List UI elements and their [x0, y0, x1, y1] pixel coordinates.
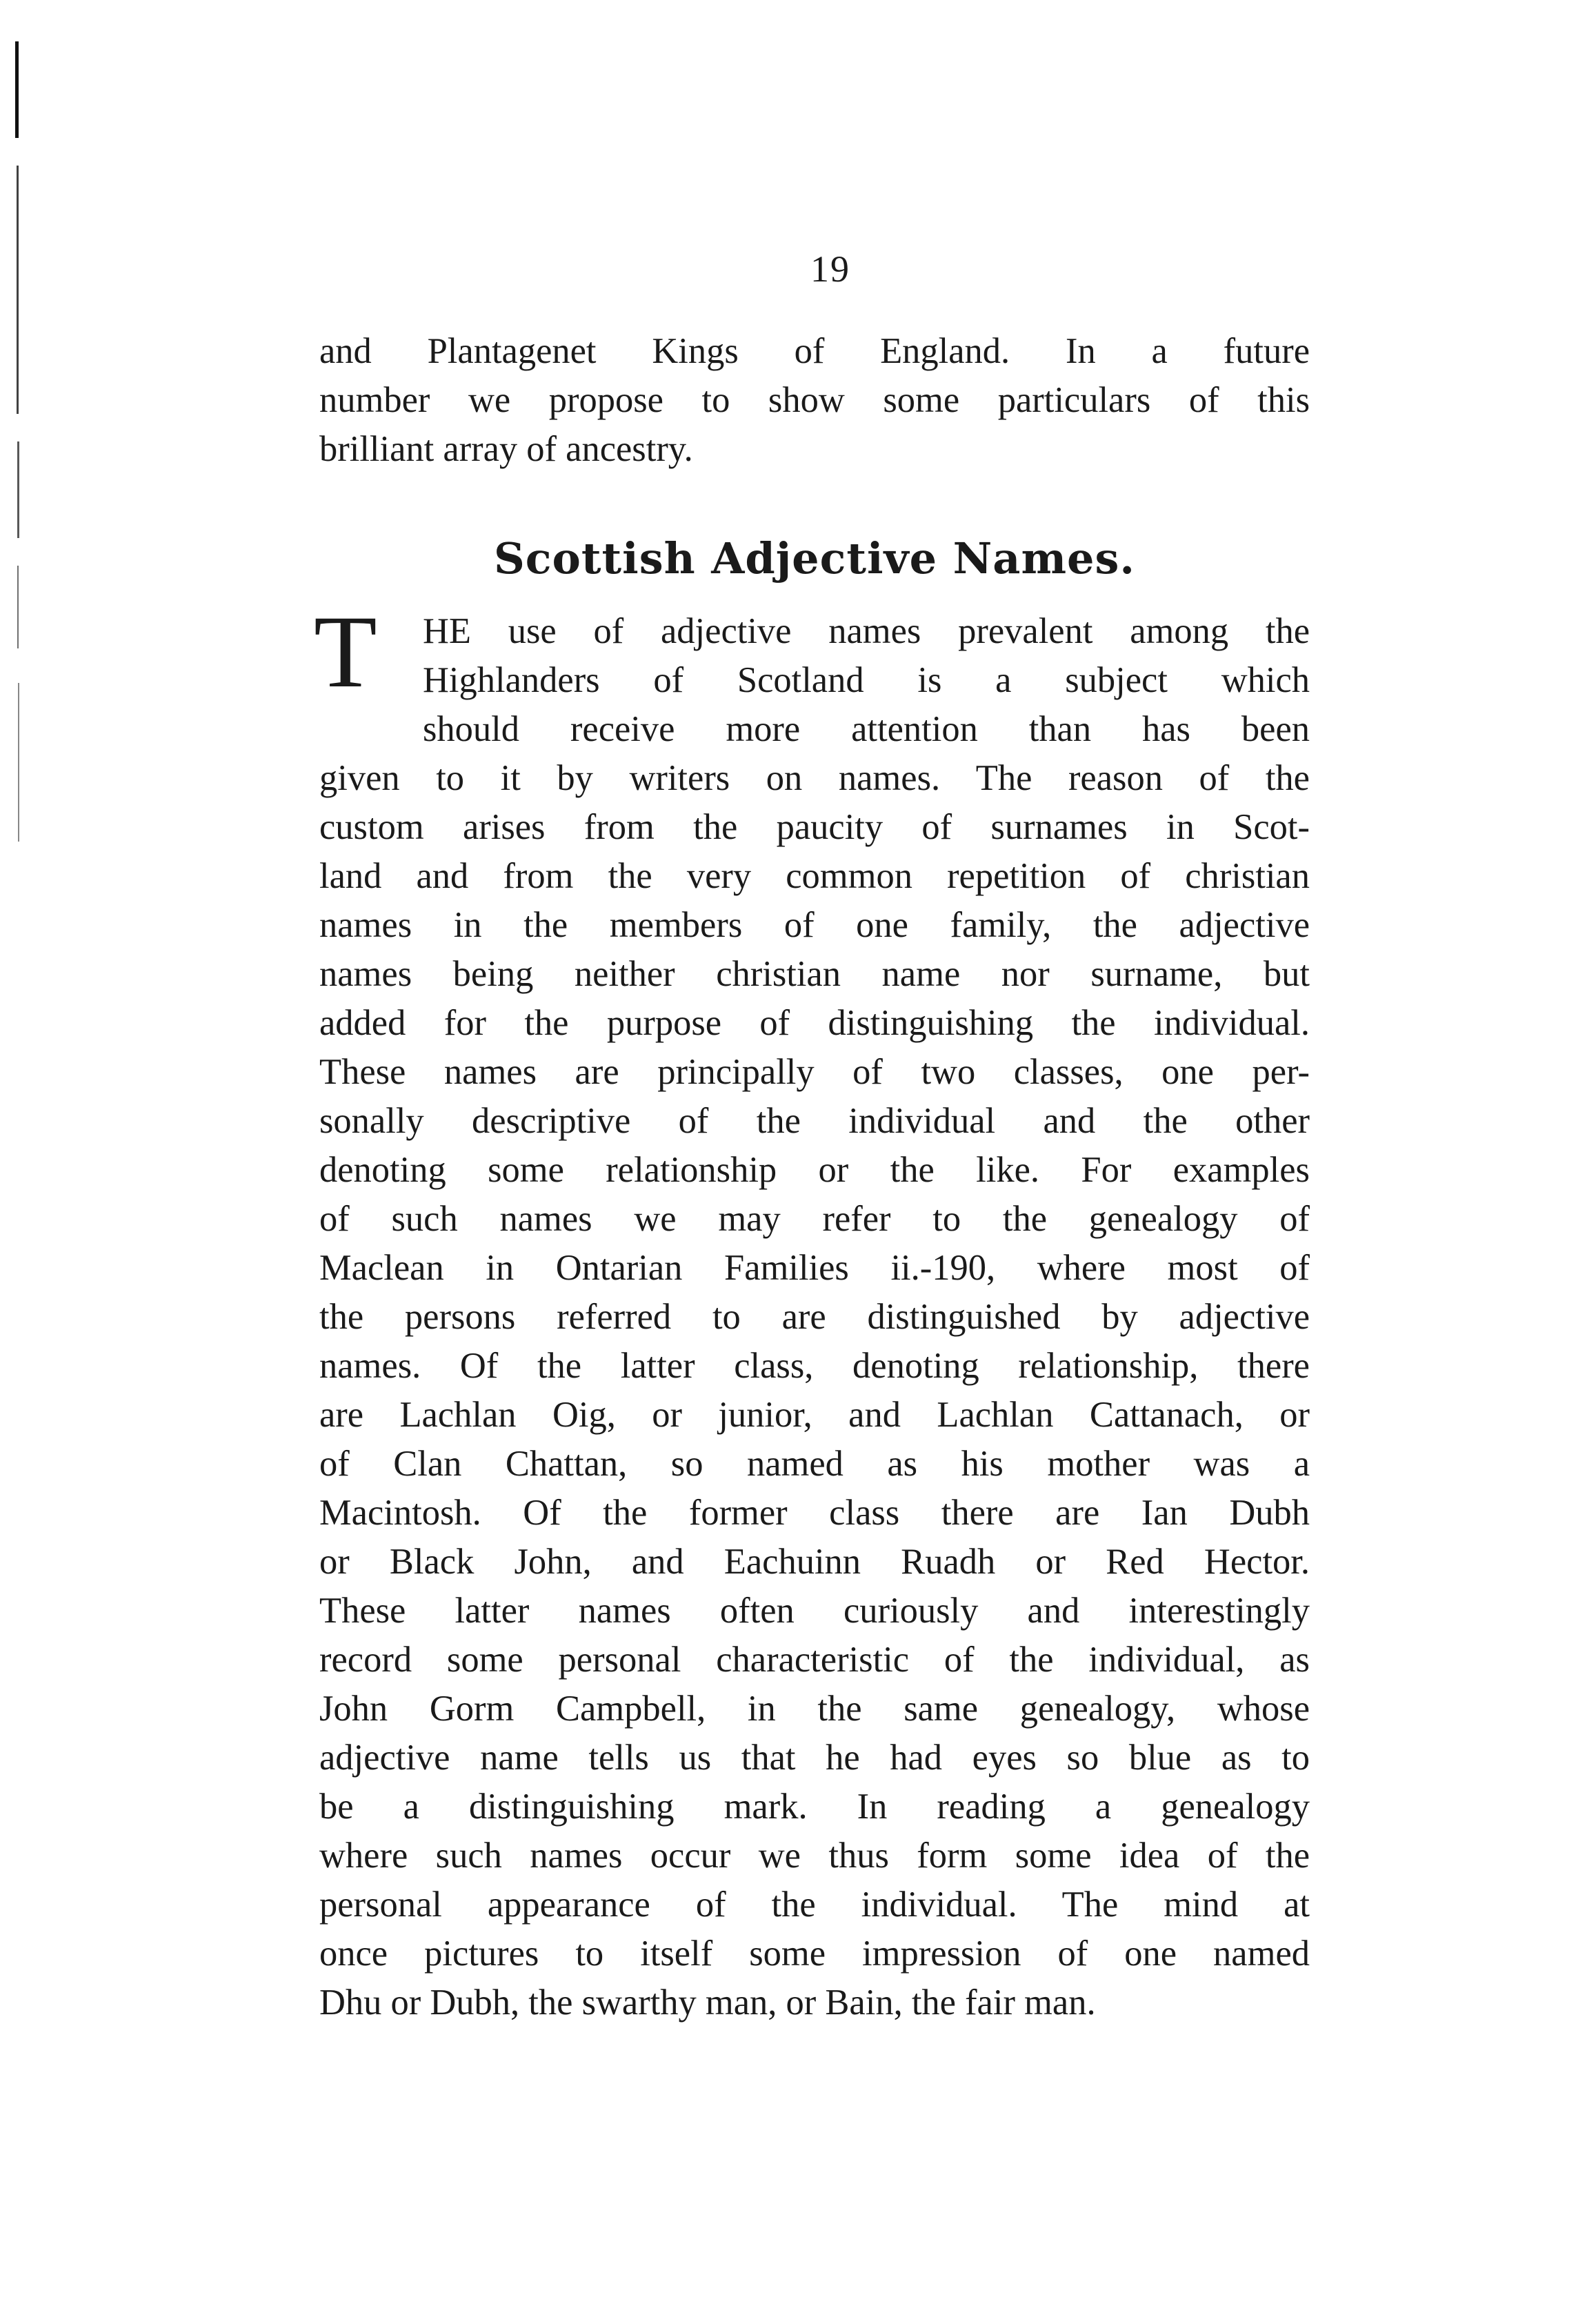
- text-line: of Clan Chattan, so named as his mother was a: [319, 1444, 1310, 1484]
- text-line: brilliant array of ancestry.: [319, 429, 693, 469]
- text-line: once pictures to itself some impression of one named: [319, 1934, 1310, 1974]
- top-paragraph: [319, 327, 1310, 474]
- text-line: given to it by writers on names. The reason of the: [319, 758, 1310, 798]
- text-line: sonally descriptive of the individual and the other: [319, 1101, 1310, 1141]
- drop-cap: T: [314, 595, 377, 709]
- text-line: personal appearance of the individual. The mind at: [319, 1885, 1310, 1925]
- text-line: Maclean in Ontarian Families ii.-190, where most of: [319, 1248, 1310, 1288]
- text-line: denoting some relationship or the like. For examples: [319, 1150, 1310, 1190]
- scan-edge-mark: [17, 441, 19, 538]
- text-line: HE use of adjective names prevalent among the: [423, 611, 1310, 651]
- text-line: land and from the very common repetition of christian: [319, 856, 1310, 896]
- text-line: number we propose to show some particulars of this: [319, 380, 1310, 420]
- text-line: should receive more attention than has been: [423, 709, 1310, 749]
- text-line: Dhu or Dubh, the swarthy man, or Bain, the fair man.: [319, 1983, 1096, 2023]
- text-line: record some personal characteristic of the individual, as: [319, 1640, 1310, 1680]
- text-line: added for the purpose of distinguishing the individual.: [319, 1003, 1310, 1043]
- text-line: custom arises from the paucity of surnames in Scot-: [319, 807, 1310, 847]
- text-line: are Lachlan Oig, or junior, and Lachlan Cattanach, or: [319, 1395, 1310, 1435]
- page-number: 19: [810, 248, 850, 290]
- scan-edge-mark: [17, 566, 19, 648]
- text-line: Macintosh. Of the former class there are Ian Dubh: [319, 1493, 1310, 1533]
- text-line: where such names occur we thus form some idea of the: [319, 1836, 1310, 1876]
- text-line: the persons referred to are distinguished by adjective: [319, 1297, 1310, 1337]
- text-line: of such names we may refer to the genealogy of: [319, 1199, 1310, 1239]
- text-line: names being neither christian name nor surname, but: [319, 954, 1310, 994]
- main-paragraph: [319, 607, 1310, 2027]
- text-line: adjective name tells us that he had eyes so blue as to: [319, 1738, 1310, 1778]
- text-line: Highlanders of Scotland is a subject which: [423, 660, 1310, 700]
- text-line: or Black John, and Eachuinn Ruadh or Red Hector.: [319, 1542, 1310, 1582]
- text-line: be a distinguishing mark. In reading a genealogy: [319, 1787, 1310, 1827]
- scan-edge-mark: [18, 683, 19, 842]
- text-line: These latter names often curiously and interestingly: [319, 1591, 1310, 1631]
- text-line: John Gorm Campbell, in the same genealogy, whose: [319, 1689, 1310, 1729]
- text-line: names. Of the latter class, denoting relationship, there: [319, 1346, 1310, 1386]
- text-line: names in the members of one family, the adjective: [319, 905, 1310, 945]
- text-line: and Plantagenet Kings of England. In a future: [319, 331, 1310, 371]
- scan-edge-mark: [15, 41, 19, 138]
- text-line: These names are principally of two classes, one per-: [319, 1052, 1310, 1092]
- scan-edge-mark: [17, 166, 19, 414]
- section-title: Scottish Adjective Names.: [494, 533, 1135, 584]
